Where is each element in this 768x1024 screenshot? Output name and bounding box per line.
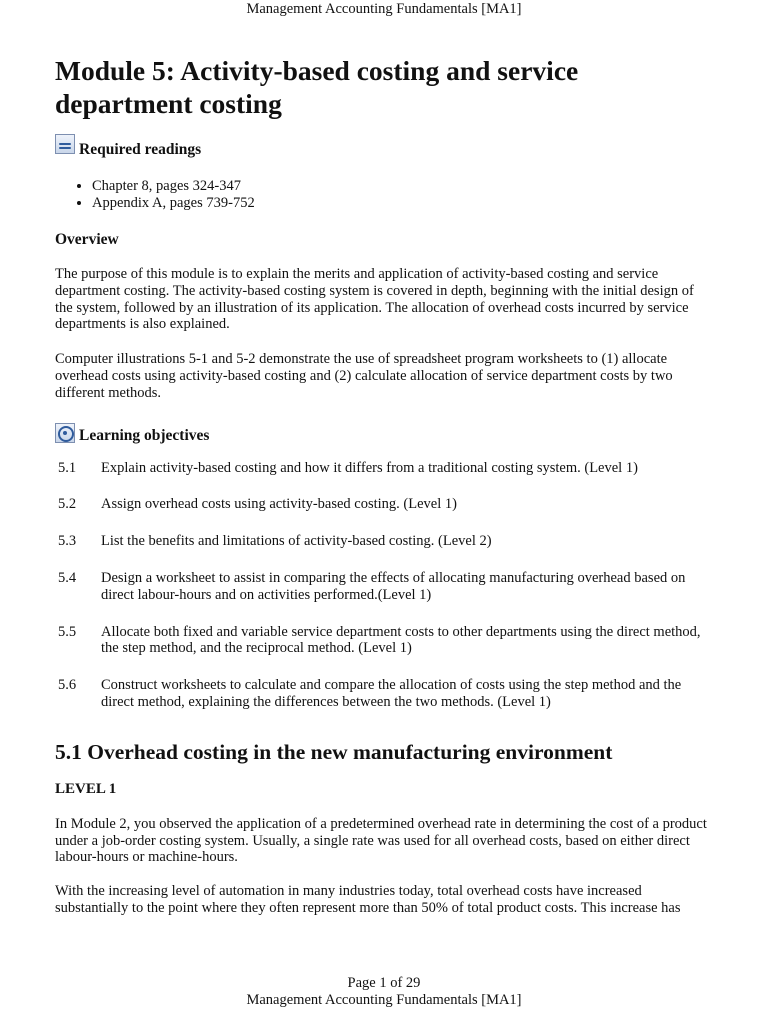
footer-title: Management Accounting Fundamentals [MA1] [246,992,522,1008]
objective-item [55,677,715,711]
objective-text: List the benefits and limitations of activity-based costing. (Level 2) [101,533,492,550]
required-readings-label: Required readings [79,141,202,158]
objective-item [55,533,715,550]
objective-text: Assign overhead costs using activity-based costing. (Level 1) [101,496,457,513]
running-header: Management Accounting Fundamentals [MA1] [246,1,522,17]
objectives-list [55,460,715,711]
overview-paragraph: Computer illustrations 5-1 and 5-2 demonstrate the use of spreadsheet program worksheets to (1) allocate overhead costs using activity-based costing and (2) calculate allocation of service department costs by two different methods. [55,351,673,401]
objective-item [55,624,715,658]
objective-number: 5.2 [58,496,77,513]
level-heading: LEVEL 1 [55,780,117,797]
objective-number: 5.3 [58,533,77,550]
objective-number: 5.5 [58,623,77,640]
objective-number: 5.4 [58,569,77,586]
objective-item [55,460,715,477]
module-title: Module 5: Activity-based costing and service department costing [55,55,579,119]
objective-text: Explain activity-based costing and how it differs from a traditional costing system. (Level 1) [101,459,638,476]
objective-text: Allocate both fixed and variable service department costs to other departments using the direct method, the step method, and the reciprocal method. (Level 1) [101,623,701,657]
section-paragraph: With the increasing level of automation in many industries today, total overhead costs have increased substantially to the point where they often represent more than 50% of total product costs. This increase has [55,883,681,916]
learning-objectives-heading [55,426,715,446]
list-item: • Chapter 8, pages 324-347 [92,178,715,195]
section-paragraph: In Module 2, you observed the application of a predetermined overhead rate in determining the cost of a product under a job-order costing system. Usually, a single rate was used for all overhead costs, based on either direct labour-hours or machine-hours. [55,815,707,866]
page-content [55,54,715,917]
readings-list [55,178,715,212]
book-icon [55,134,75,154]
section-title: 5.1 Overhead costing in the new manufacturing environment [55,739,613,764]
objective-text: Design a worksheet to assist in comparing the effects of allocating manufacturing overhead based on direct labour-hours and on activities performed.(Level 1) [101,569,686,603]
objective-number: 5.6 [58,677,77,694]
overview-paragraph: The purpose of this module is to explain the merits and application of activity-based costing and service department costing. The activity-based costing system is covered in depth, beginning with the initial design of the system, followed by an illustration of its application. The allocation of overhead costs incurred by service departments is also explained. [55,266,694,333]
objective-text: Construct worksheets to calculate and compare the allocation of costs using the step method and the direct method, explaining the differences between the two methods. (Level 1) [101,677,682,710]
page-number: Page 1 of 29 [347,975,421,991]
list-item: • Appendix A, pages 739-752 [92,195,715,212]
objective-item [55,496,715,513]
target-icon [55,423,75,443]
learning-objectives-label: Learning objectives [79,426,210,444]
overview-heading: Overview [55,231,119,248]
running-footer [0,975,768,1009]
objective-item [55,570,715,604]
objective-number: 5.1 [58,459,77,476]
required-readings-heading [55,140,715,160]
